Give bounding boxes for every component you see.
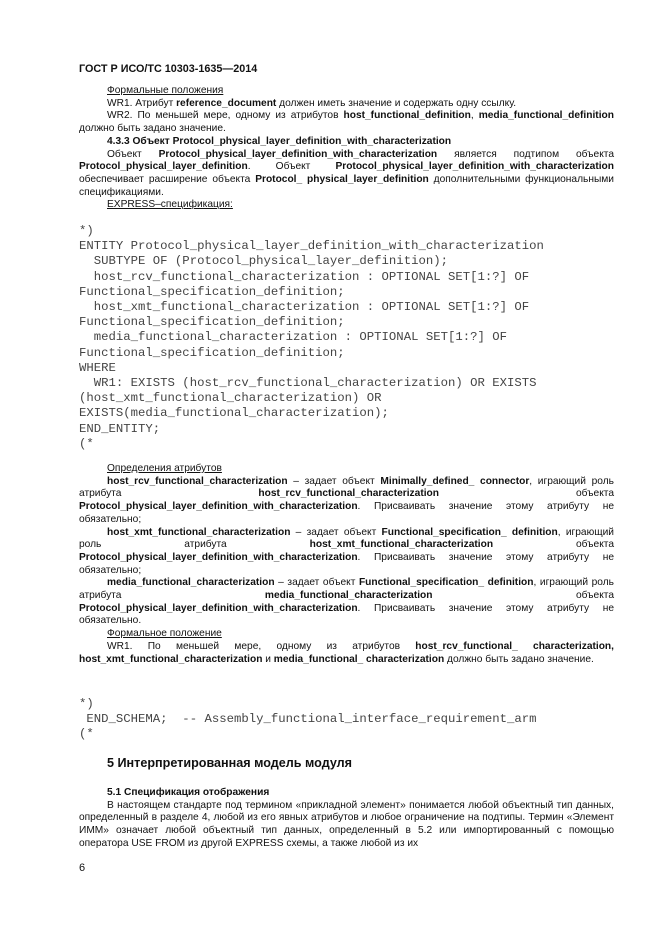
attribute-host-rcv: host_rcv_functional_characterization – задает объект Minimally_defined_ connector, играющий роль атрибута host_rcv_functional_characterization объекта Protocol_physical_layer_definition_with_characterization. Присваивать значение этому атрибуту не обязательно;: [79, 475, 614, 525]
entity-4-3-2-tail: [79, 85, 614, 212]
section-4-3-3-title: 4.3.3 Объект Protocol_physical_layer_definition_with_characterization: [107, 135, 452, 147]
express-schema-end-code: *) END_SCHEMA; -- Assembly_functional_interface_requirement_arm (*: [79, 697, 537, 742]
formal-propositions-heading: Формальные положения: [107, 85, 224, 96]
express-entity-code: *) ENTITY Protocol_physical_layer_definition_with_characterization SUBTYPE OF (Protocol_physical_layer_definition); host_rcv_functional_characterization : OPTIONAL SET[1:?] OF Functional_specification_definition; host_xmt_functional_characterization : OPTIONAL SET[1:?] OF Functional_specification_definition; media_functional_characterization : OPTIONAL SET[1:?] OF Functional_specification_definition; WHERE WR1: EXISTS (host_rcv_functional_characterization) OR EXISTS (host_xmt_functional_characterization) OR EXISTS(media_functional_characterization); END_ENTITY; (*: [79, 224, 544, 451]
wr1-rule-2: WR1. По меньшей мере, одному из атрибутов host_rcv_functional_ characterization, host_xmt_functional_characterization и media_functional_ characterization должно быть задано значение.: [79, 640, 614, 665]
wr1-rule: WR1. Атрибут reference_document должен иметь значение и содержать одну ссылку.: [107, 97, 517, 109]
express-spec-heading: EXPRESS–спецификация:: [107, 199, 233, 211]
document-header: ГОСТ Р ИСО/ТС 10303-1635—2014: [79, 63, 258, 75]
section-5-1: [79, 787, 614, 851]
attribute-host-xmt: host_xmt_functional_characterization – задает объект Functional_specification_ definition, играющий роль атрибута host_xmt_functional_characterization объекта Protocol_physical_layer_definition_with_characterization. Присваивать значение этому атрибуту не обязательно;: [79, 526, 614, 576]
attribute-media: media_functional_characterization – задает объект Functional_specification_ definition, играющий роль атрибута media_functional_characterization объекта Protocol_physical_layer_definition_with_characterization. Присваивать значение этому атрибуту не обязательно.: [79, 577, 614, 627]
wr2-rule: WR2. По меньшей мере, одному из атрибутов host_functional_definition, media_functional_definition должно быть задано значение.: [79, 110, 614, 135]
formal-proposition-heading: Формальное положение: [107, 628, 222, 640]
attribute-definitions: [79, 463, 614, 666]
object-description: Объект Protocol_physical_layer_definition_with_characterization является подтипом объекта Protocol_physical_layer_definition. Объект Protocol_physical_layer_definition_with_characterization обеспечивает расширение объекта Protocol_ physical_layer_definition дополнительными функциональными спецификациями.: [79, 148, 614, 198]
section-5-title: 5 Интерпретированная модель модуля: [107, 756, 353, 770]
attribute-definitions-heading: Определения атрибутов: [107, 463, 222, 474]
section-5-1-paragraph: В настоящем стандарте под термином «прикладной элемент» понимается любой объектный тип данных, определенный в разделе 4, любой из его явных атрибутов и любое ограничение на подтипы. Термин «Элемент ИММ» означает любой объектный тип данных, определенный в 5.2 или импортированный с помощью оператора USE FROM из другой EXPRESS схемы, а также любой из их: [79, 799, 614, 849]
page-number: 6: [79, 862, 86, 874]
section-5-1-title: 5.1 Спецификация отображения: [107, 787, 270, 798]
